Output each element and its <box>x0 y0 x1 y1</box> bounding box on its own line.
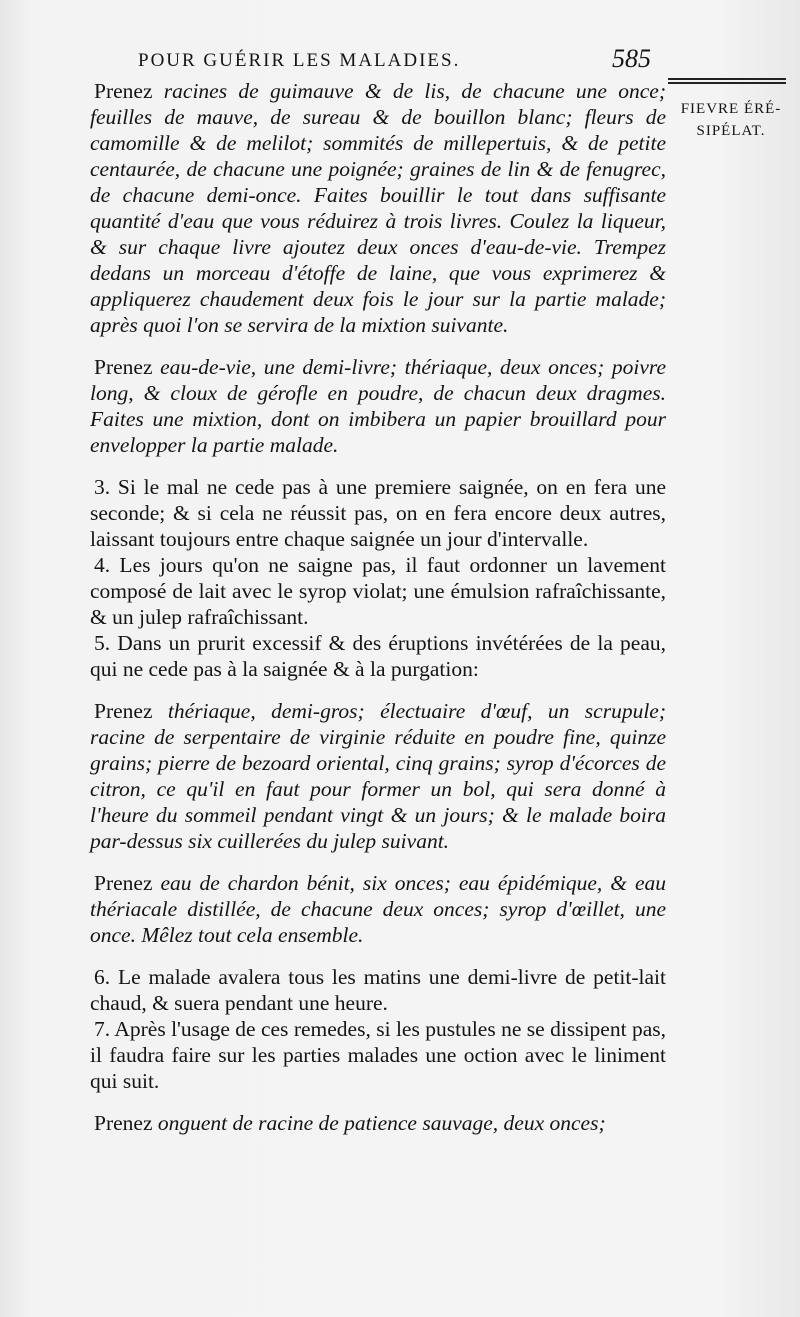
running-title: POUR GUÉRIR LES MALADIES. <box>138 50 461 71</box>
body-text <box>90 78 666 1136</box>
page-number: 585 <box>612 44 651 73</box>
margin-note-line-1: FIEVRE ÉRÉ- <box>680 101 782 117</box>
recipe-text: racines de guimauve & de lis, de chacune une once; feuilles de mauve, de sureau & de bouillon blanc; fleurs de camomille & de melilot; sommités de millepertuis, & de petite centaurée, de chacune une poignée; graines de lin & de fenugrec, de chacune demi-once. Faites bouillir le tout dans suffisante quantité d'eau que vous réduirez à trois livres. Coulez la liqueur, & sur chaque livre ajoutez deux onces d'eau-de-vie. Trempez dedans un morceau d'étoffe de laine, que vous exprimerez & appliquerez chaudement deux fois le jour sur la partie malade; après quoi l'on se servira de la mixtion suivante. <box>90 79 666 337</box>
recipe-paragraph-3 <box>90 698 666 854</box>
numbered-paragraph-4: 4. Les jours qu'on ne saigne pas, il faut ordonner un lavement composé de lait avec le syrop violat; une émulsion rafraîchissante, & un julep rafraîchissant. <box>90 553 666 629</box>
page-header <box>138 44 678 78</box>
recipe-lead-word: Prenez <box>94 699 153 723</box>
margin-note <box>668 98 794 142</box>
recipe-text: onguent de racine de patience sauvage, deux onces; <box>157 1111 606 1135</box>
recipe-lead-word: Prenez <box>94 1111 153 1135</box>
numbered-paragraph-3: 3. Si le mal ne cede pas à une premiere saignée, on en fera une seconde; & si cela ne réussit pas, on en fera encore deux autres, laissant toujours entre chaque saignée un jour d'intervalle. <box>90 475 666 551</box>
recipe-lead-word: Prenez <box>94 79 153 103</box>
recipe-paragraph-2 <box>90 354 666 458</box>
decorative-rule <box>668 78 786 84</box>
recipe-paragraph-4 <box>90 870 666 948</box>
margin-note-line-2: SIPÉLAT. <box>696 123 766 139</box>
recipe-paragraph-5 <box>90 1110 666 1136</box>
recipe-text: eau-de-vie, une demi-livre; thériaque, deux onces; poivre long, & cloux de gérofle en poudre, de chacun deux dragmes. Faites une mixtion, dont on imbibera un papier brouillard pour envelopper la partie malade. <box>90 355 666 457</box>
numbered-paragraph-7: 7. Après l'usage de ces remedes, si les pustules ne se dissipent pas, il faudra faire sur les parties malades une oction avec le liniment qui suit. <box>90 1017 666 1093</box>
numbered-paragraph-5: 5. Dans un prurit excessif & des éruptions invétérées de la peau, qui ne cede pas à la saignée & à la purgation: <box>90 631 666 681</box>
recipe-lead-word: Prenez <box>94 871 153 895</box>
recipe-text: thériaque, demi-gros; électuaire d'œuf, un scrupule; racine de serpentaire de virginie réduite en poudre fine, quinze grains; pierre de bezoard oriental, cinq grains; syrop d'écorces de citron, ce qu'il en faut pour former un bol, qui sera donné à l'heure du sommeil pendant vingt & un jours; & le malade boira par-dessus six cuillerées du julep suivant. <box>90 699 666 853</box>
recipe-paragraph-1 <box>90 78 666 338</box>
numbered-paragraph-6: 6. Le malade avalera tous les matins une demi-livre de petit-lait chaud, & suera pendant une heure. <box>90 965 666 1015</box>
recipe-text: eau de chardon bénit, six onces; eau épidémique, & eau thériacale distillée, de chacune deux onces; syrop d'œillet, une once. Mêlez tout cela ensemble. <box>90 871 667 947</box>
recipe-lead-word: Prenez <box>94 355 153 379</box>
